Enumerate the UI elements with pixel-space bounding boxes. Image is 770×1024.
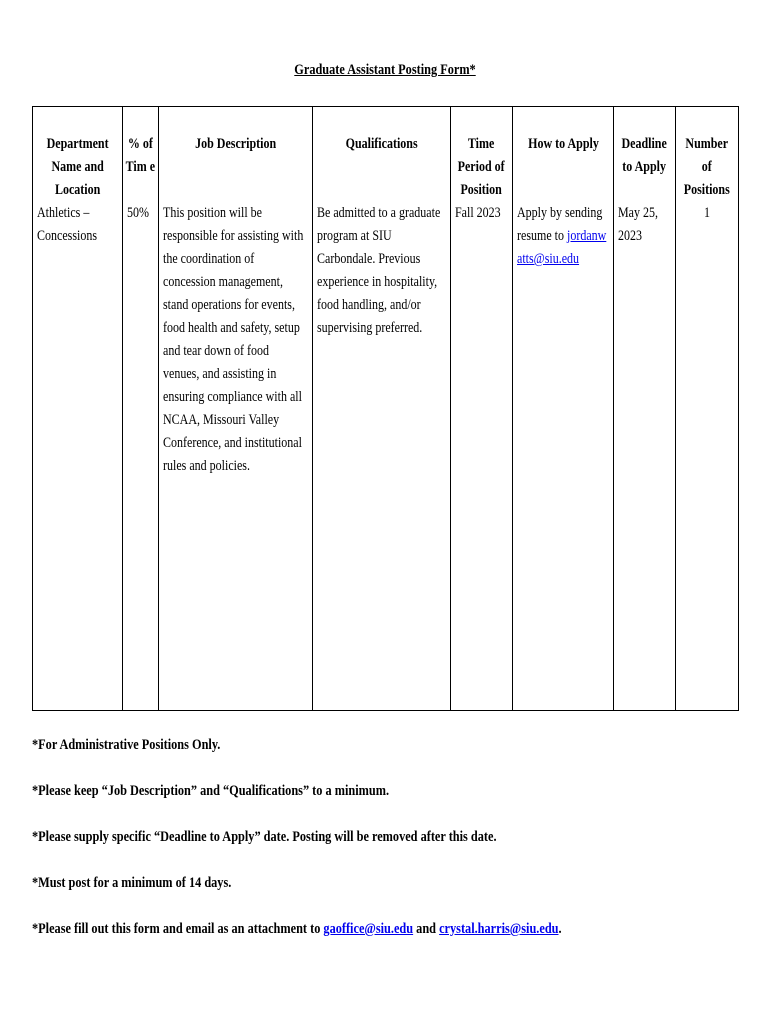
header-how-to-apply: How to Apply <box>513 107 614 203</box>
note-keep-minimum: *Please keep “Job Description” and “Qualifications” to a minimum. <box>32 783 390 799</box>
note-min-days: *Must post for a minimum of 14 days. <box>32 875 232 891</box>
header-department: Department Name and Location <box>33 107 123 203</box>
crystal-harris-email-link[interactable]: crystal.harris@siu.edu <box>439 921 559 937</box>
cell-deadline: May 25, 2023 <box>614 202 676 711</box>
gaoffice-email-link[interactable]: gaoffice@siu.edu <box>323 921 414 937</box>
header-job-description: Job Description <box>159 107 313 203</box>
note-email-suffix: . <box>558 921 562 937</box>
page-title: Graduate Assistant Posting Form* <box>294 62 476 78</box>
cell-number-positions: 1 <box>676 202 739 711</box>
apply-text: Apply by sending resume to <box>517 205 603 244</box>
cell-how-to-apply <box>513 202 614 711</box>
note-email-and: and <box>413 921 440 937</box>
notes-section <box>32 733 770 963</box>
cell-department: Athletics – Concessions <box>33 202 123 711</box>
note-deadline: *Please supply specific “Deadline to Apply” date. Posting will be removed after this date. <box>32 829 497 845</box>
header-deadline: Deadline to Apply <box>614 107 676 203</box>
table-row <box>33 202 739 711</box>
note-email-prefix: *Please fill out this form and email as an attachment to <box>32 921 324 937</box>
cell-job-description: This position will be responsible for assisting with the coordination of concession management, stand operations for events, food health and safety, setup and tear down of food venues, and assisting in ensuring compliance with all NCAA, Missouri Valley Conference, and institutional rules and policies. <box>159 202 313 711</box>
header-time-period: Time Period of Position <box>451 107 513 203</box>
table-header-row <box>33 107 739 203</box>
apply-email-link[interactable]: jordanwatts@siu.edu <box>517 228 607 267</box>
header-qualifications: Qualifications <box>313 107 451 203</box>
header-number-positions: Number of Positions <box>676 107 739 203</box>
posting-table <box>32 106 739 711</box>
cell-time-period: Fall 2023 <box>451 202 513 711</box>
cell-qualifications: Be admitted to a graduate program at SIU Carbondale. Previous experience in hospitality, food handling, and/or supervising preferred. <box>313 202 451 711</box>
note-admin-only: *For Administrative Positions Only. <box>32 737 221 753</box>
note-email-instructions <box>32 917 770 963</box>
cell-percent-time: 50% <box>123 202 159 711</box>
header-percent-time: % of Tim e <box>123 107 159 203</box>
